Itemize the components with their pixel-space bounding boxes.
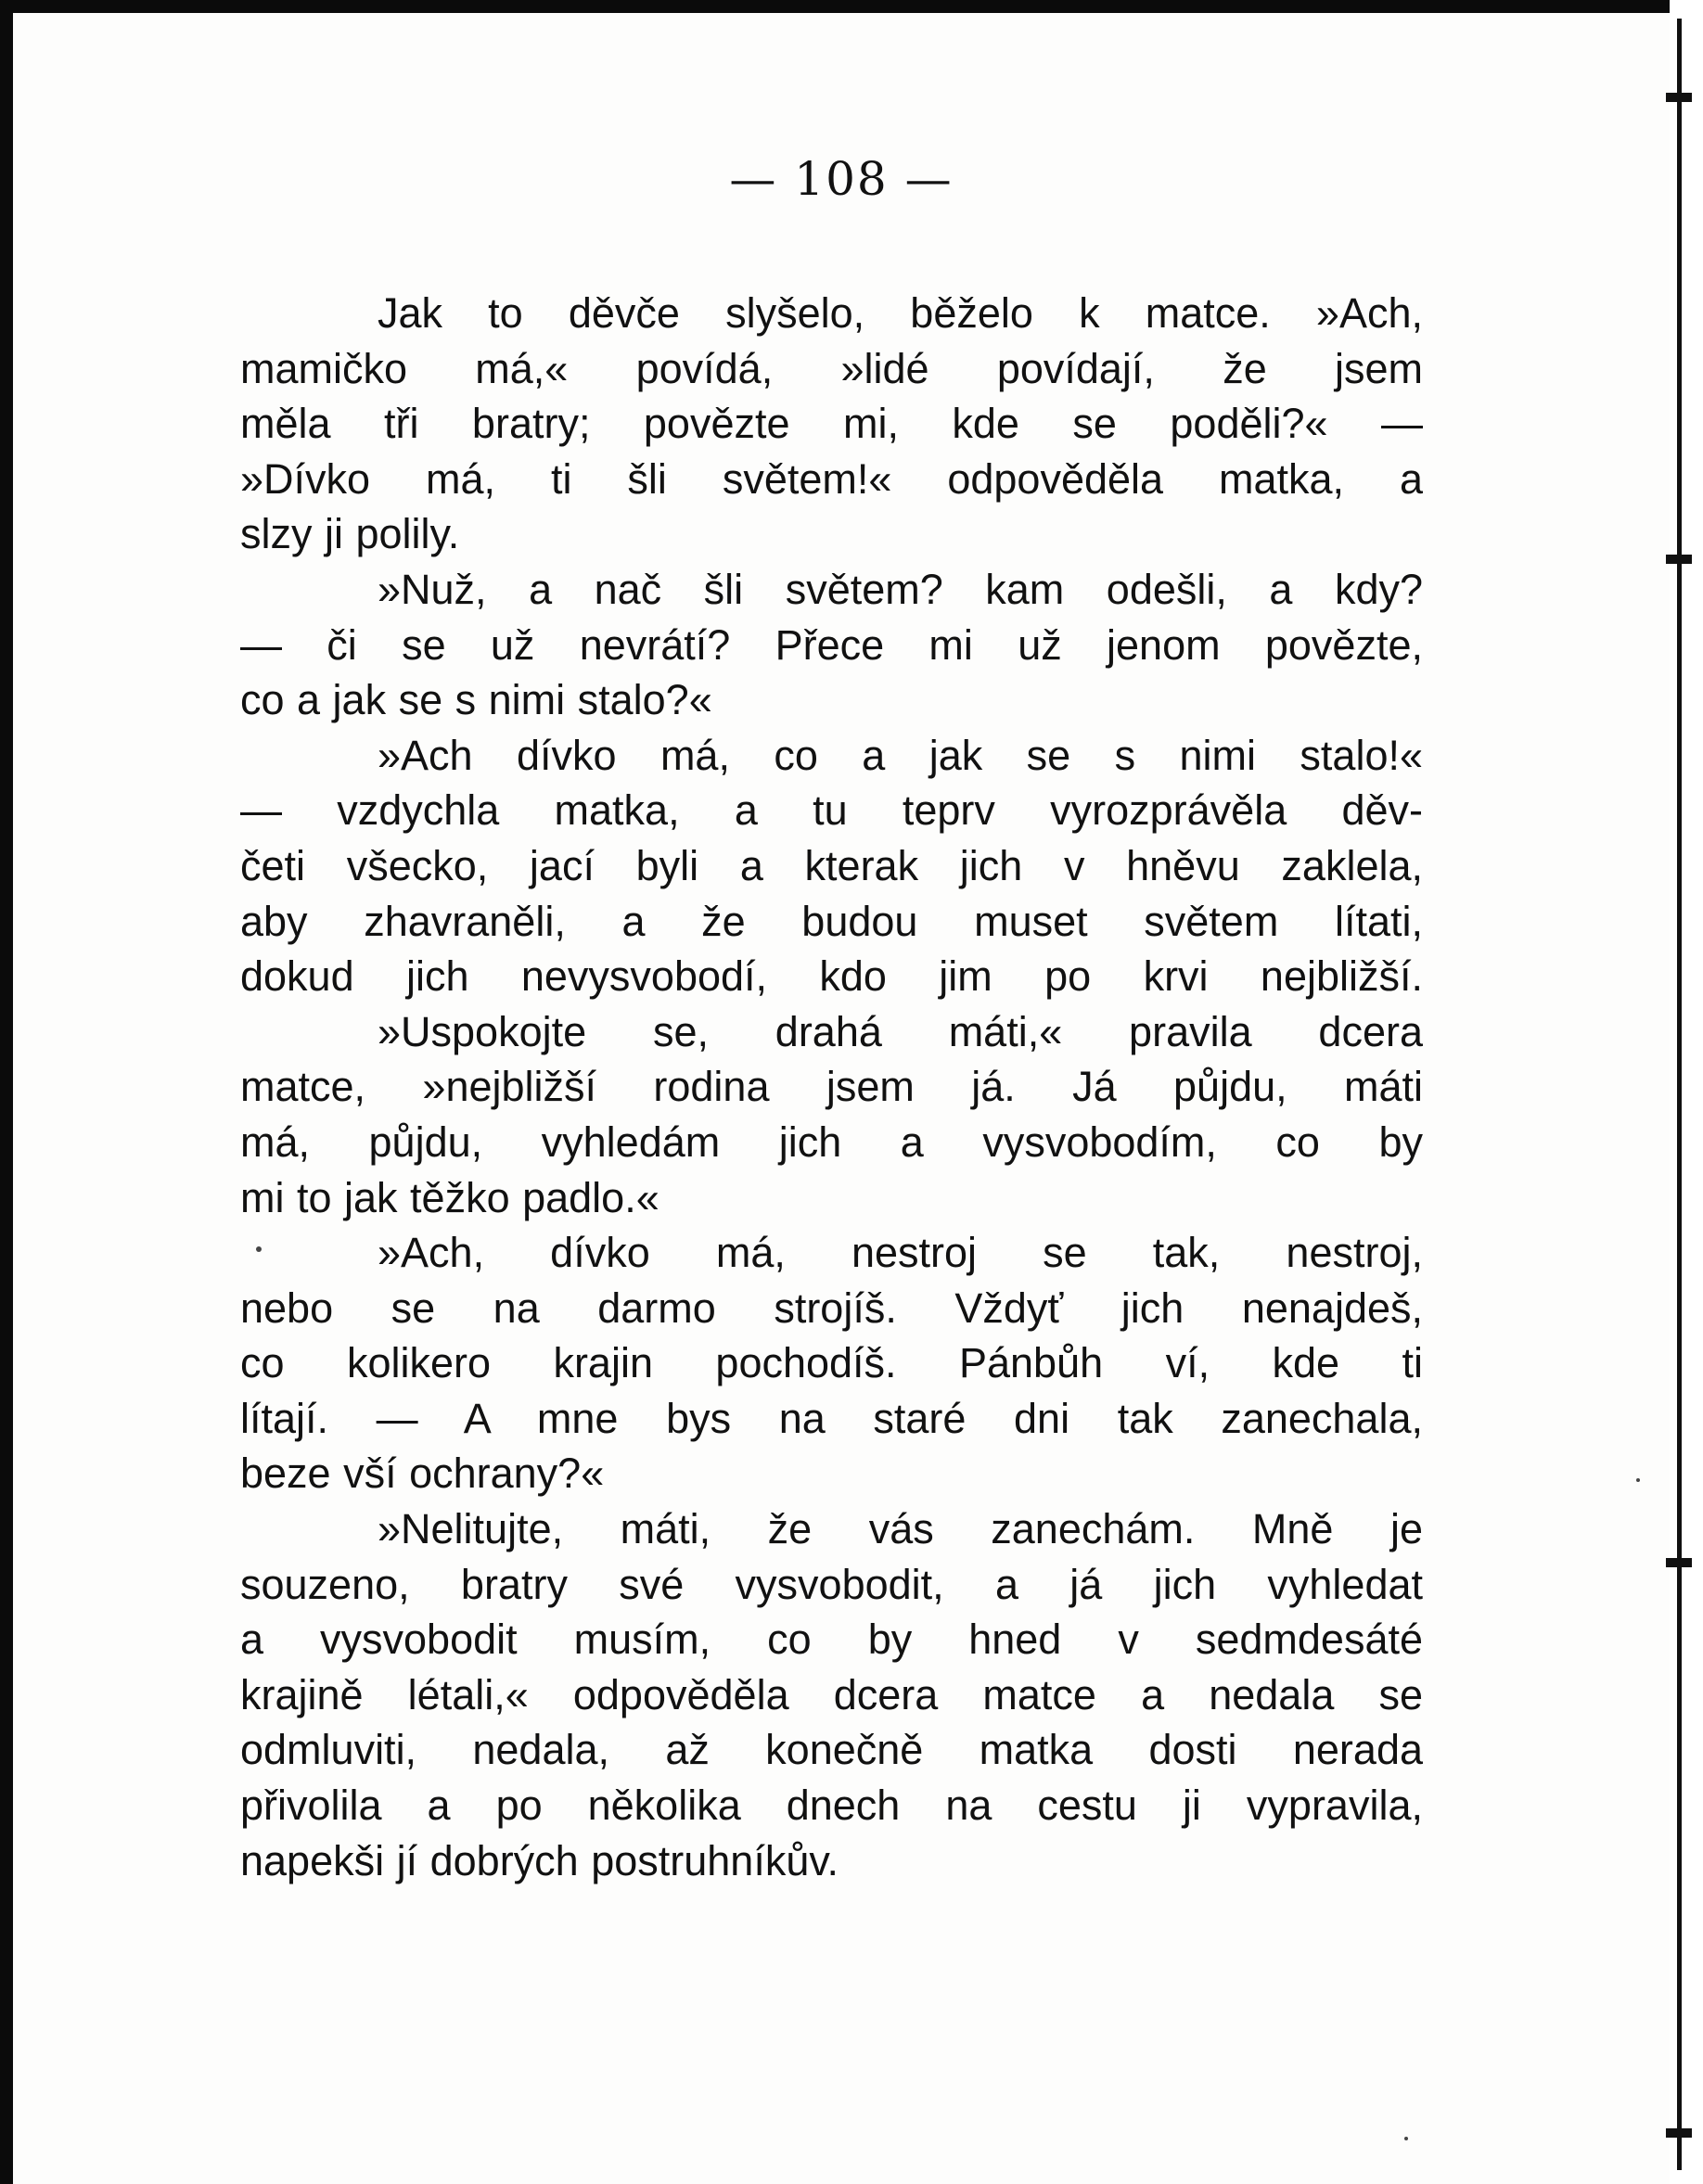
text-line: nebo se na darmo strojíš. Vždyť jich nenajdeš,	[240, 1284, 1423, 1332]
text-line: krajině létali,« odpověděla dcera matce a nedala se	[240, 1670, 1423, 1718]
text-line: Jak to děvče slyšelo, běželo k matce. »Ach,	[378, 289, 1423, 337]
text-line: »Nuž, a nač šli světem? kam odešli, a kdy?	[378, 565, 1423, 613]
text-line: matce, »nejbližší rodina jsem já. Já půjdu, máti	[240, 1063, 1423, 1111]
text-line: beze vší ochrany?«	[240, 1450, 605, 1498]
ink-speck	[1636, 1478, 1640, 1482]
text-line: »Dívko má, ti šli světem!« odpověděla matka, a	[240, 454, 1423, 503]
text-line: »Nelitujte, máti, že vás zanechám. Mně je	[378, 1505, 1423, 1553]
page-edge	[1670, 0, 1703, 2184]
page-number: — 108 —	[729, 152, 954, 206]
ink-speck	[256, 1246, 262, 1252]
text-line: napekši jí dobrých postruhníkův.	[240, 1836, 839, 1884]
text-line: měla tři bratry; povězte mi, kde se poděli?« —	[240, 400, 1423, 448]
binding-edge-line	[1677, 19, 1682, 2170]
text-line: co a jak se s nimi stalo?«	[240, 676, 712, 724]
text-line: aby zhavraněli, a že budou muset světem lítati,	[240, 897, 1423, 945]
text-line: dokud jich nevysvobodí, kdo jim po krvi nejbližší.	[240, 952, 1423, 1001]
text-line: co kolikero krajin pochodíš. Pánbůh ví, kde ti	[240, 1339, 1423, 1387]
edge-mark	[1666, 555, 1692, 564]
body-text	[240, 286, 1423, 1888]
ink-speck	[1404, 2137, 1408, 2140]
paragraph	[240, 286, 1423, 562]
text-line: souzeno, bratry své vysvobodit, a já jich vyhledat	[240, 1560, 1423, 1608]
paragraph	[240, 1004, 1423, 1225]
paragraph	[240, 1501, 1423, 1888]
text-line: mi to jak těžko padlo.«	[240, 1173, 659, 1221]
edge-mark	[1666, 1558, 1692, 1567]
text-line: a vysvobodit musím, co by hned v sedmdesáté	[240, 1616, 1423, 1664]
book-page	[13, 13, 1670, 2184]
text-line: četi všecko, jací byli a kterak jich v hněvu zaklela,	[240, 841, 1423, 889]
text-line: »Ach, dívko má, nestroj se tak, nestroj,	[378, 1229, 1423, 1277]
text-line: mamičko má,« povídá, »lidé povídají, že jsem	[240, 344, 1423, 392]
paragraph	[240, 1225, 1423, 1501]
edge-mark	[1666, 93, 1692, 102]
text-line: má, půjdu, vyhledám jich a vysvobodím, co by	[240, 1118, 1423, 1166]
paragraph	[240, 562, 1423, 728]
paragraph	[240, 728, 1423, 1004]
edge-mark	[1666, 2128, 1692, 2138]
text-line: lítají. — A mne bys na staré dni tak zanechala,	[240, 1394, 1423, 1442]
text-line: »Ach dívko má, co a jak se s nimi stalo!«	[378, 731, 1423, 779]
text-line: odmluviti, nedala, až konečně matka dosti nerada	[240, 1726, 1423, 1774]
text-line: přivolila a po několika dnech na cestu ji vypravila,	[240, 1782, 1423, 1830]
text-line: — či se už nevrátí? Přece mi už jenom povězte,	[240, 620, 1423, 669]
text-line: — vzdychla matka, a tu teprv vyrozprávěla děv-	[240, 786, 1423, 835]
text-line: »Uspokojte se, drahá máti,« pravila dcera	[378, 1007, 1423, 1055]
text-line: slzy ji polily.	[240, 510, 460, 558]
